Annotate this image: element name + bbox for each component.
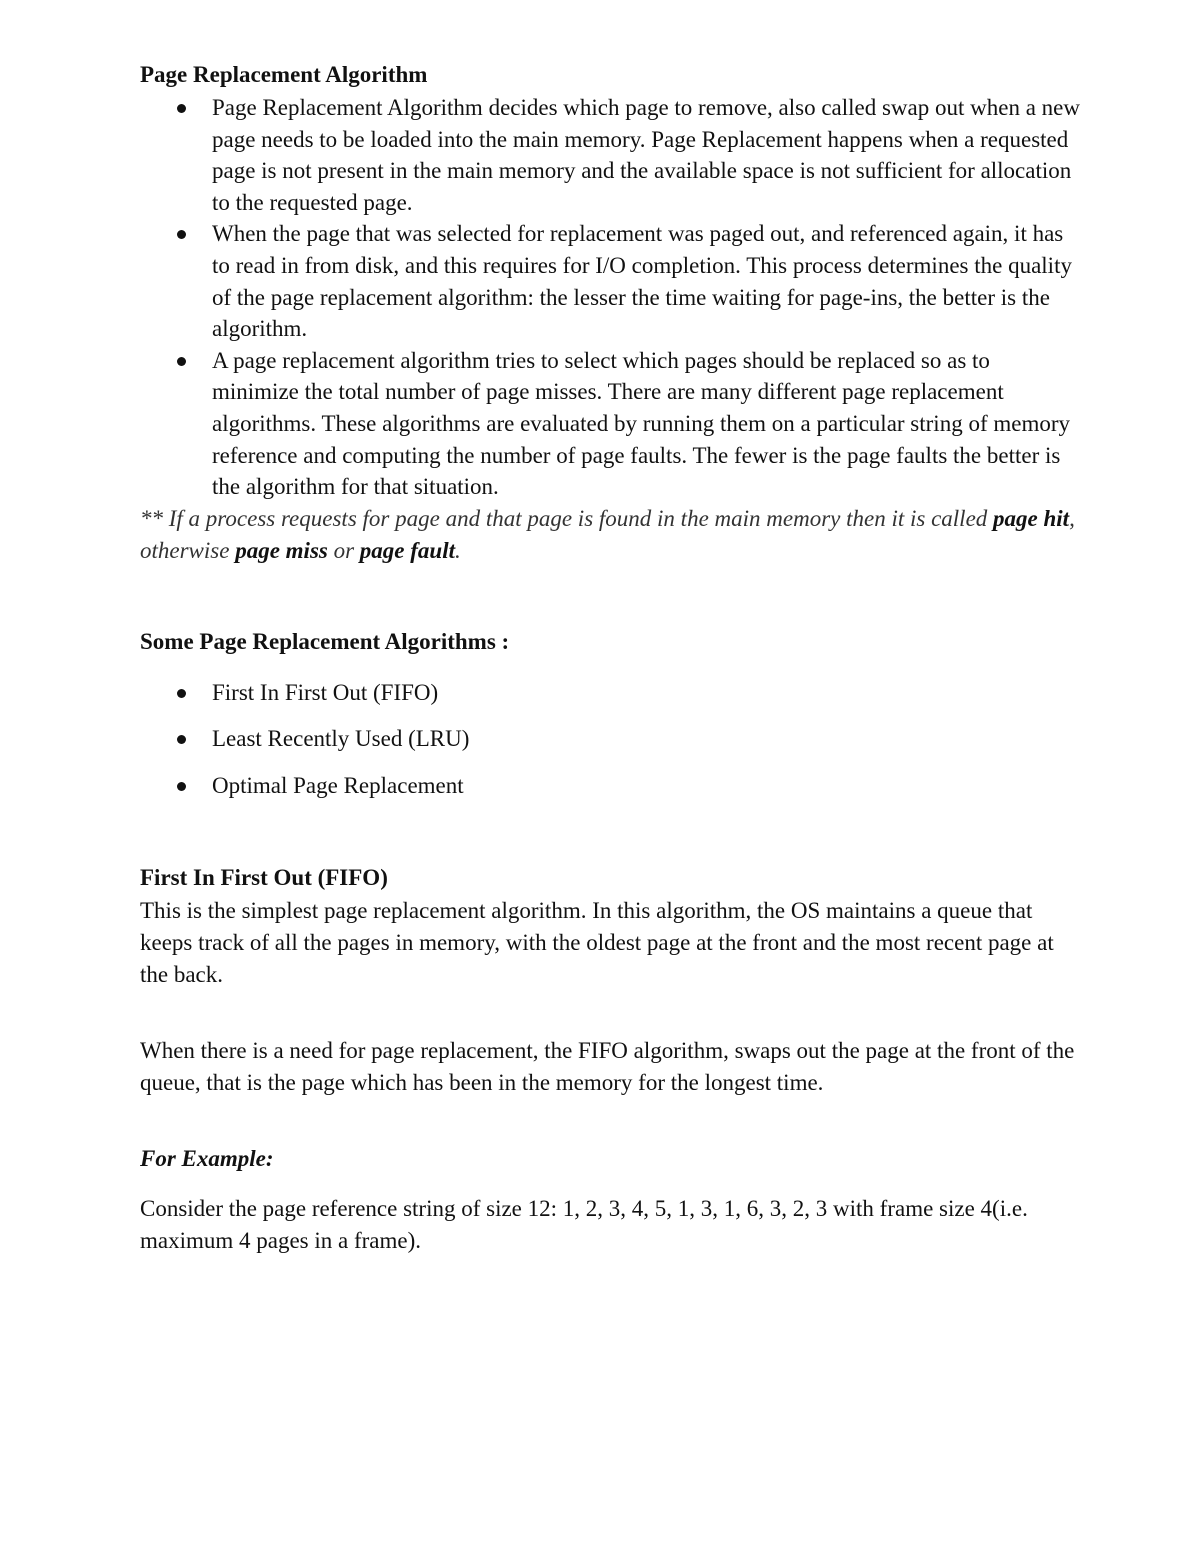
list-item-text: Page Replacement Algorithm decides which page to remove, also called swap out when a new page needs to be loaded into the main memory. Page Replacement happens when a requested page is not present in the main memory and the available space is not sufficient for allocation to the requested page. bbox=[212, 95, 1080, 215]
note-prefix: ** If a process requests for page and that page is found in the main memory then it is called bbox=[140, 505, 994, 531]
section-title-fifo: First In First Out (FIFO) bbox=[140, 864, 388, 890]
example-text: Consider the page reference string of size 12: 1, 2, 3, 4, 5, 1, 3, 1, 6, 3, 2, 3 with frame size 4(i.e. maximum 4 pages in a frame). bbox=[140, 1195, 1028, 1253]
document-page bbox=[140, 58, 1080, 1257]
list-item bbox=[140, 345, 1080, 503]
list-item-text: First In First Out (FIFO) bbox=[212, 679, 439, 705]
list-item bbox=[140, 92, 1080, 218]
fifo-replacement-text: When there is a need for page replacement, the FIFO algorithm, swaps out the page at the front of the queue, that is the page which has been in the memory for the longest time. bbox=[140, 1037, 1075, 1095]
algorithms-list bbox=[140, 677, 1080, 802]
term-page-fault: page fault bbox=[359, 537, 455, 563]
bullet-icon bbox=[177, 689, 186, 698]
list-item bbox=[140, 770, 1080, 802]
list-item bbox=[140, 723, 1080, 755]
example-label: For Example: bbox=[140, 1145, 274, 1171]
bullet-icon bbox=[177, 104, 186, 113]
bullet-icon bbox=[177, 782, 186, 791]
bullet-icon bbox=[177, 735, 186, 744]
list-item-text: Least Recently Used (LRU) bbox=[212, 726, 470, 752]
note-mid2: or bbox=[327, 537, 360, 563]
list-item bbox=[140, 218, 1080, 344]
note-mid1: , otherwise bbox=[140, 505, 1075, 563]
list-item-text: When the page that was selected for replacement was paged out, and referenced again, it has to read in from disk, and this requires for I/O completion. This process determines the quality of the page replacement algorithm: the lesser the time waiting for page-ins, the better is the algorithm. bbox=[212, 221, 1072, 342]
list-item bbox=[140, 677, 1080, 709]
fifo-description: This is the simplest page replacement algorithm. In this algorithm, the OS maintains a queue that keeps track of all the pages in memory, with the oldest page at the front and the most recent page at the back. bbox=[140, 897, 1054, 987]
bullet-icon bbox=[177, 357, 186, 366]
list-item-text: A page replacement algorithm tries to select which pages should be replaced so as to minimize the total number of page misses. There are many different page replacement algorithms. These algorithms are evaluated by running them on a particular string of memory reference and computing the number of page faults. The fewer is the page faults the better is the algorithm for that situation. bbox=[212, 347, 1071, 500]
note-suffix: . bbox=[455, 537, 461, 563]
section-title-algorithms: Some Page Replacement Algorithms : bbox=[140, 628, 510, 654]
term-page-miss: page miss bbox=[235, 537, 328, 563]
definition-list bbox=[140, 92, 1080, 503]
page-hit-note bbox=[140, 503, 1080, 567]
list-item-text: Optimal Page Replacement bbox=[212, 772, 464, 798]
section-title-page-replacement: Page Replacement Algorithm bbox=[140, 62, 428, 87]
term-page-hit: page hit bbox=[993, 505, 1070, 531]
bullet-icon bbox=[177, 230, 186, 239]
